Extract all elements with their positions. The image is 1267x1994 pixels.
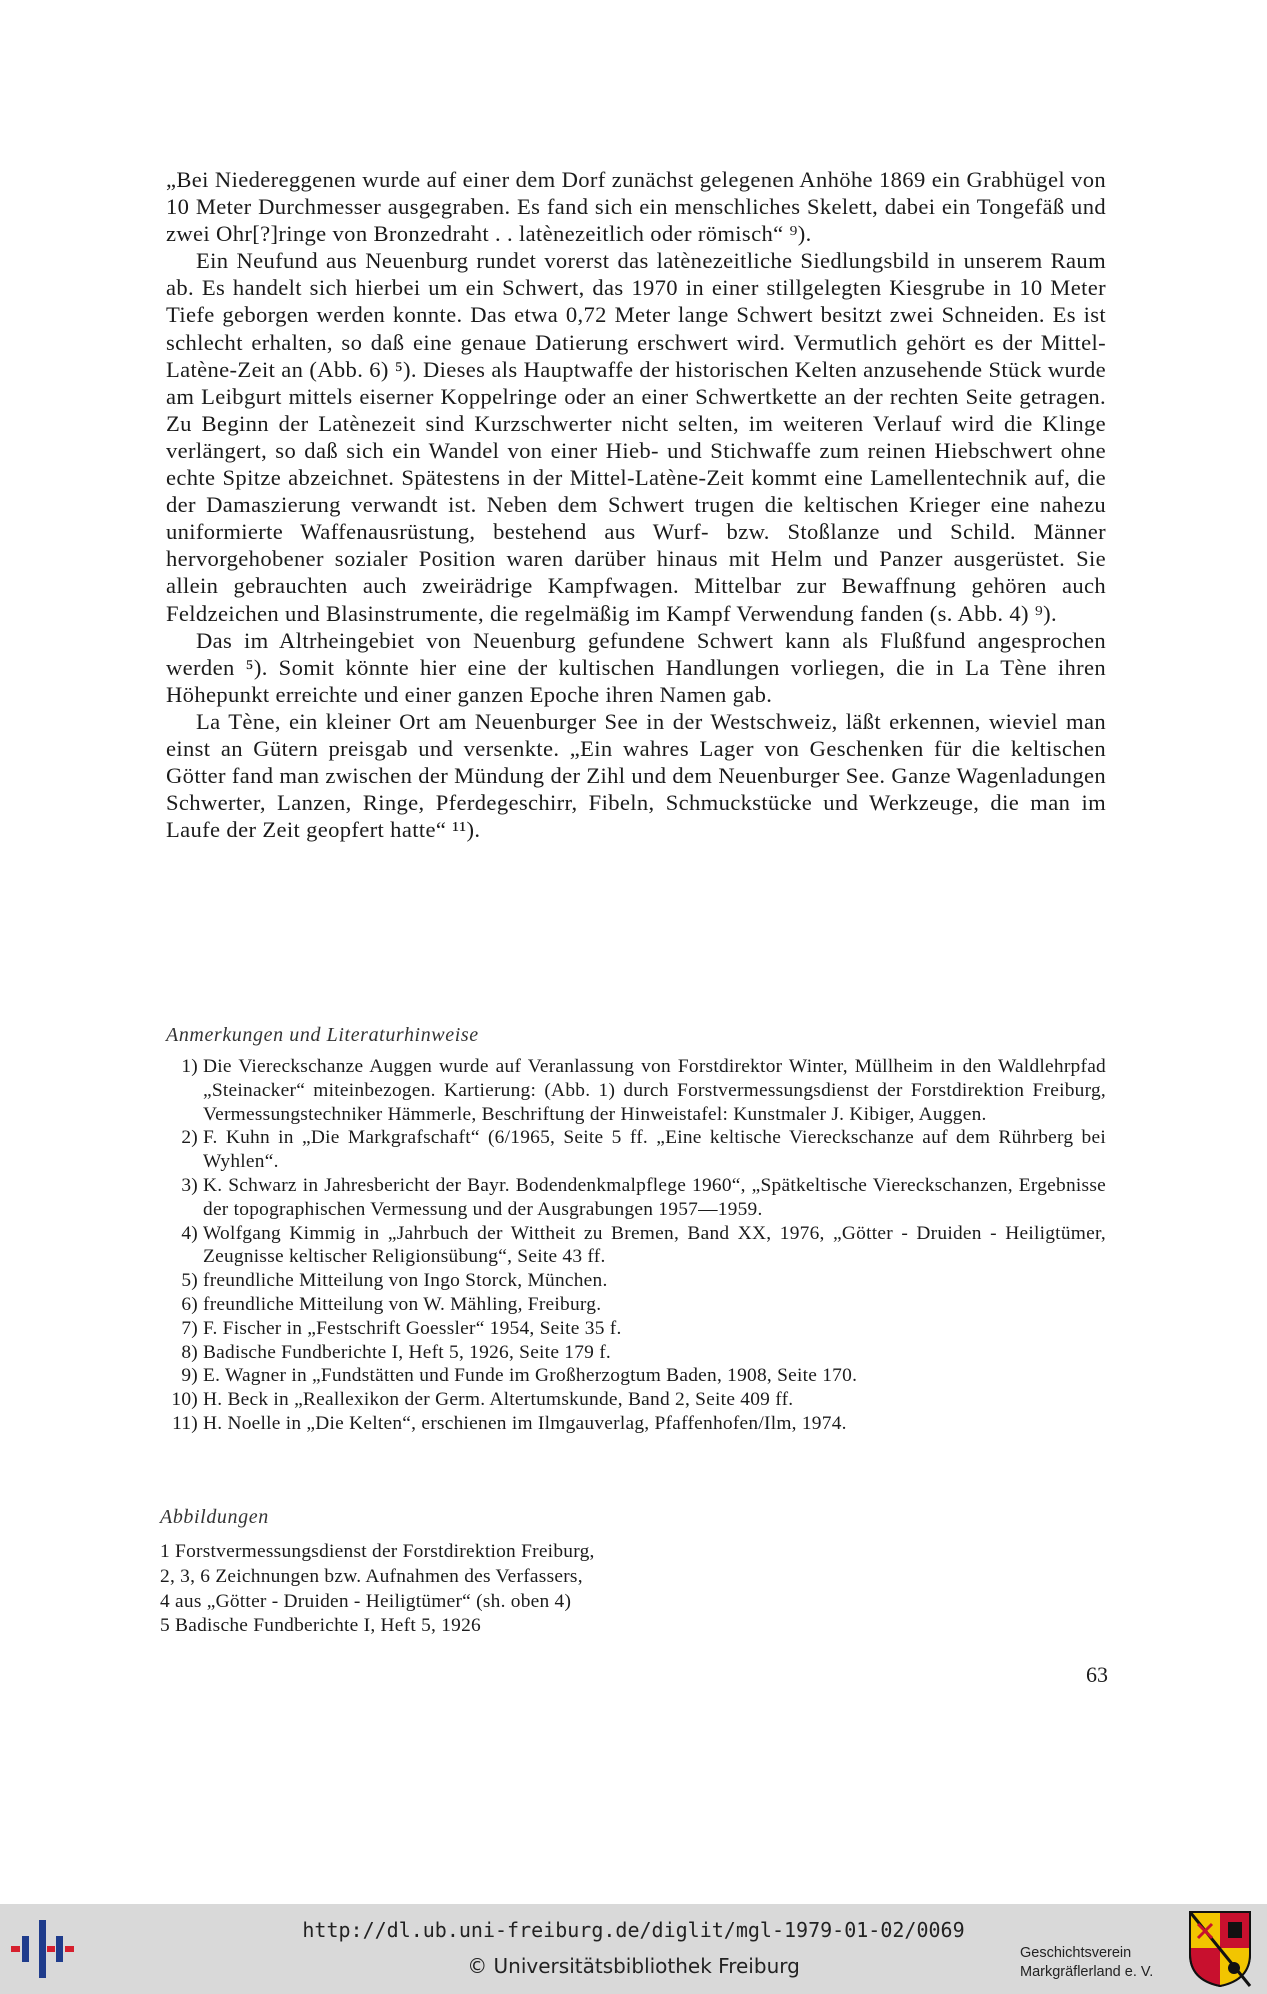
note-item (166, 1317, 1106, 1341)
note-item (166, 1341, 1106, 1365)
note-number: 10) (171, 1389, 198, 1411)
note-text: K. Schwarz in Jahresbericht der Bayr. Bodendenkmalpflege 1960“, „Spätkeltische Viereckschanzen, Ergebnisse der topographischen Vermessung und der Ausgrabungen 1957—1959. (203, 1174, 1106, 1220)
note-item (166, 1055, 1106, 1126)
note-item (166, 1412, 1106, 1436)
figure-credit: 5 Badische Fundberichte I, Heft 5, 1926 (160, 1615, 482, 1637)
viewer-footer (0, 1904, 1267, 1994)
note-item (166, 1293, 1106, 1317)
note-item (166, 1174, 1106, 1222)
note-number: 11) (172, 1412, 198, 1434)
note-number: 4) (181, 1222, 198, 1244)
note-number: 2) (181, 1127, 198, 1149)
note-text: H. Noelle in „Die Kelten“, erschienen im Ilmgauverlag, Pfaffenhofen/Ilm, 1974. (203, 1412, 847, 1434)
page-number: 63 (1086, 1662, 1108, 1687)
note-number: 3) (181, 1174, 198, 1196)
note-text: Badische Fundberichte I, Heft 5, 1926, Seite 179 f. (203, 1341, 612, 1363)
note-text: Wolfgang Kimmig in „Jahrbuch der Wittheit zu Bremen, Band XX, 1976, „Götter - Druiden - Heiligtümer, Zeugnisse keltischer Religionsübung“, Seite 43 ff. (203, 1222, 1106, 1268)
copyright-notice: © Universitätsbibliothek Freiburg (467, 1954, 800, 1978)
note-text: freundliche Mitteilung von Ingo Storck, München. (203, 1270, 608, 1292)
note-number: 5) (181, 1270, 198, 1292)
society-name (1020, 1944, 1180, 1982)
paragraph-2: Ein Neufund aus Neuenburg rundet vorerst das latènezeitliche Siedlungsbild in unserem Raum ab. Es handelt sich hierbei um ein Schwert, das 1970 in einer stillgelegten Kiesgrube in 10 Meter Tiefe geborgen werden konnte. Das etwa 0,72 Meter lange Schwert besitzt zwei Schneiden. Es ist schlecht erhalten, so daß eine genaue Datierung erschwert wird. Vermutlich gehört es der Mittel-Latène-Zeit an (Abb. 6) ⁵). Dieses als Hauptwaffe der historischen Kelten anzusehende Stück wurde am Leibgurt mittels eiserner Koppelringe oder an einer Schwertkette an der rechten Seite getragen. Zu Beginn der Latènezeit sind Kurzschwerter nicht selten, im weiteren Verlauf wird die Klinge verlängert, so daß sich ein Wandel von einer Hieb- und Stichwaffe zum reinen Hiebschwert ohne echte Spitze abzeichnet. Spätestens in der Mittel-Latène-Zeit kommt eine Lamellentechnik auf, die der Damaszierung verwandt ist. Neben dem Schwert trugen die keltischen Krieger eine nahezu uniformierte Waffenausrüstung, bestehend aus Wurf- bzw. Stoßlanze und Schild. Männer hervorgehobener sozialer Position waren darüber hinaus mit Helm und Panzer ausgerüstet. Sie allein gebrauchten auch zweirädrige Kampfwagen. Mittelbar zur Bewaffnung gehören auch Feldzeichen und Blasinstrumente, die regelmäßig im Kampf Verwendung fanden (s. Abb. 4) ⁹). (166, 248, 1106, 626)
note-item (166, 1269, 1106, 1293)
note-text: Die Viereckschanze Auggen wurde auf Veranlassung von Forstdirektor Winter, Müllheim in den Waldlehrpfad „Steinacker“ miteinbezogen. Kartierung: (Abb. 1) durch Forstvermessungsdienst der Forstdirektion Freiburg, Vermessungstechniker Hämmerle, Beschriftung der Hinweistafel: Kunstmaler J. Kibiger, Auggen. (203, 1056, 1106, 1125)
paragraph-4: La Tène, ein kleiner Ort am Neuenburger See in der Westschweiz, läßt erkennen, wieviel man einst an Gütern preisgab und versenkte. „Ein wahres Lager von Geschenken für die keltischen Götter fand man zwischen der Mündung der Zihl und dem Neuenburger See. Ganze Wagenladungen Schwerter, Lanzen, Ringe, Pferdegeschirr, Fibeln, Schmuckstücke und Werkzeuge, die man im Laufe der Zeit geopfert hatte“ ¹¹). (166, 708, 1106, 843)
permalink-url[interactable]: http://dl.ub.uni-freiburg.de/diglit/mgl-1979-01-02/0069 (302, 1918, 965, 1942)
note-item (166, 1222, 1106, 1270)
figure-credit: 1 Forstvermessungsdienst der Forstdirektion Freiburg, (160, 1541, 595, 1562)
notes-heading: Anmerkungen und Literaturhinweise (166, 1024, 479, 1046)
note-number: 8) (181, 1341, 198, 1363)
society-name-line-1: Geschichtsverein (1020, 1945, 1132, 1961)
figures-heading: Abbildungen (160, 1506, 269, 1528)
coat-of-arms-graphic (1188, 1910, 1252, 1988)
note-number: 9) (181, 1365, 198, 1387)
note-number: 7) (181, 1317, 198, 1339)
note-text: H. Beck in „Reallexikon der Germ. Altertumskunde, Band 2, Seite 409 ff. (203, 1389, 794, 1411)
paragraph-3: Das im Altrheingebiet von Neuenburg gefundene Schwert kann als Flußfund angesprochen werden ⁵). Somit könnte hier eine der kultischen Handlungen vorliegen, die in La Tène ihren Höhepunkt erreichte und einer ganzen Epoche ihren Namen gab. (166, 627, 1106, 707)
note-item (166, 1126, 1106, 1174)
figure-credit: 2, 3, 6 Zeichnungen bzw. Aufnahmen des Verfassers, (160, 1565, 583, 1587)
note-text: freundliche Mitteilung von W. Mähling, Freiburg. (203, 1293, 602, 1315)
coat-of-arms-icon[interactable] (1188, 1910, 1252, 1988)
note-text: F. Kuhn in „Die Markgrafschaft“ (6/1965, Seite 5 ff. „Eine keltische Viereckschanze auf dem Rührberg bei Wyhlen“. (203, 1127, 1106, 1173)
paragraph-1: „Bei Niedereggenen wurde auf einer dem Dorf zunächst gelegenen Anhöhe 1869 ein Grabhügel von 10 Meter Durchmesser ausgegraben. Es fand sich ein menschliches Skelett, dabei ein Tongefäß und zwei Ohr[?]ringe von Bronzedraht . . latènezeitlich oder römisch“ ⁹). (166, 167, 1106, 247)
note-text: F. Fischer in „Festschrift Goessler“ 1954, Seite 35 f. (203, 1317, 622, 1339)
body-text (166, 166, 1106, 843)
note-number: 6) (181, 1293, 198, 1315)
society-name-line-2: Markgräflerland e. V. (1020, 1964, 1154, 1980)
figures-list (160, 1540, 860, 1639)
figure-credit: 4 aus „Götter - Druiden - Heiligtümer“ (sh. oben 4) (160, 1590, 572, 1612)
note-item (166, 1364, 1106, 1388)
note-number: 1) (181, 1056, 198, 1077)
note-item (166, 1388, 1106, 1412)
notes-list (166, 1055, 1106, 1436)
note-text: E. Wagner in „Fundstätten und Funde im Großherzogtum Baden, 1908, Seite 170. (203, 1365, 858, 1387)
